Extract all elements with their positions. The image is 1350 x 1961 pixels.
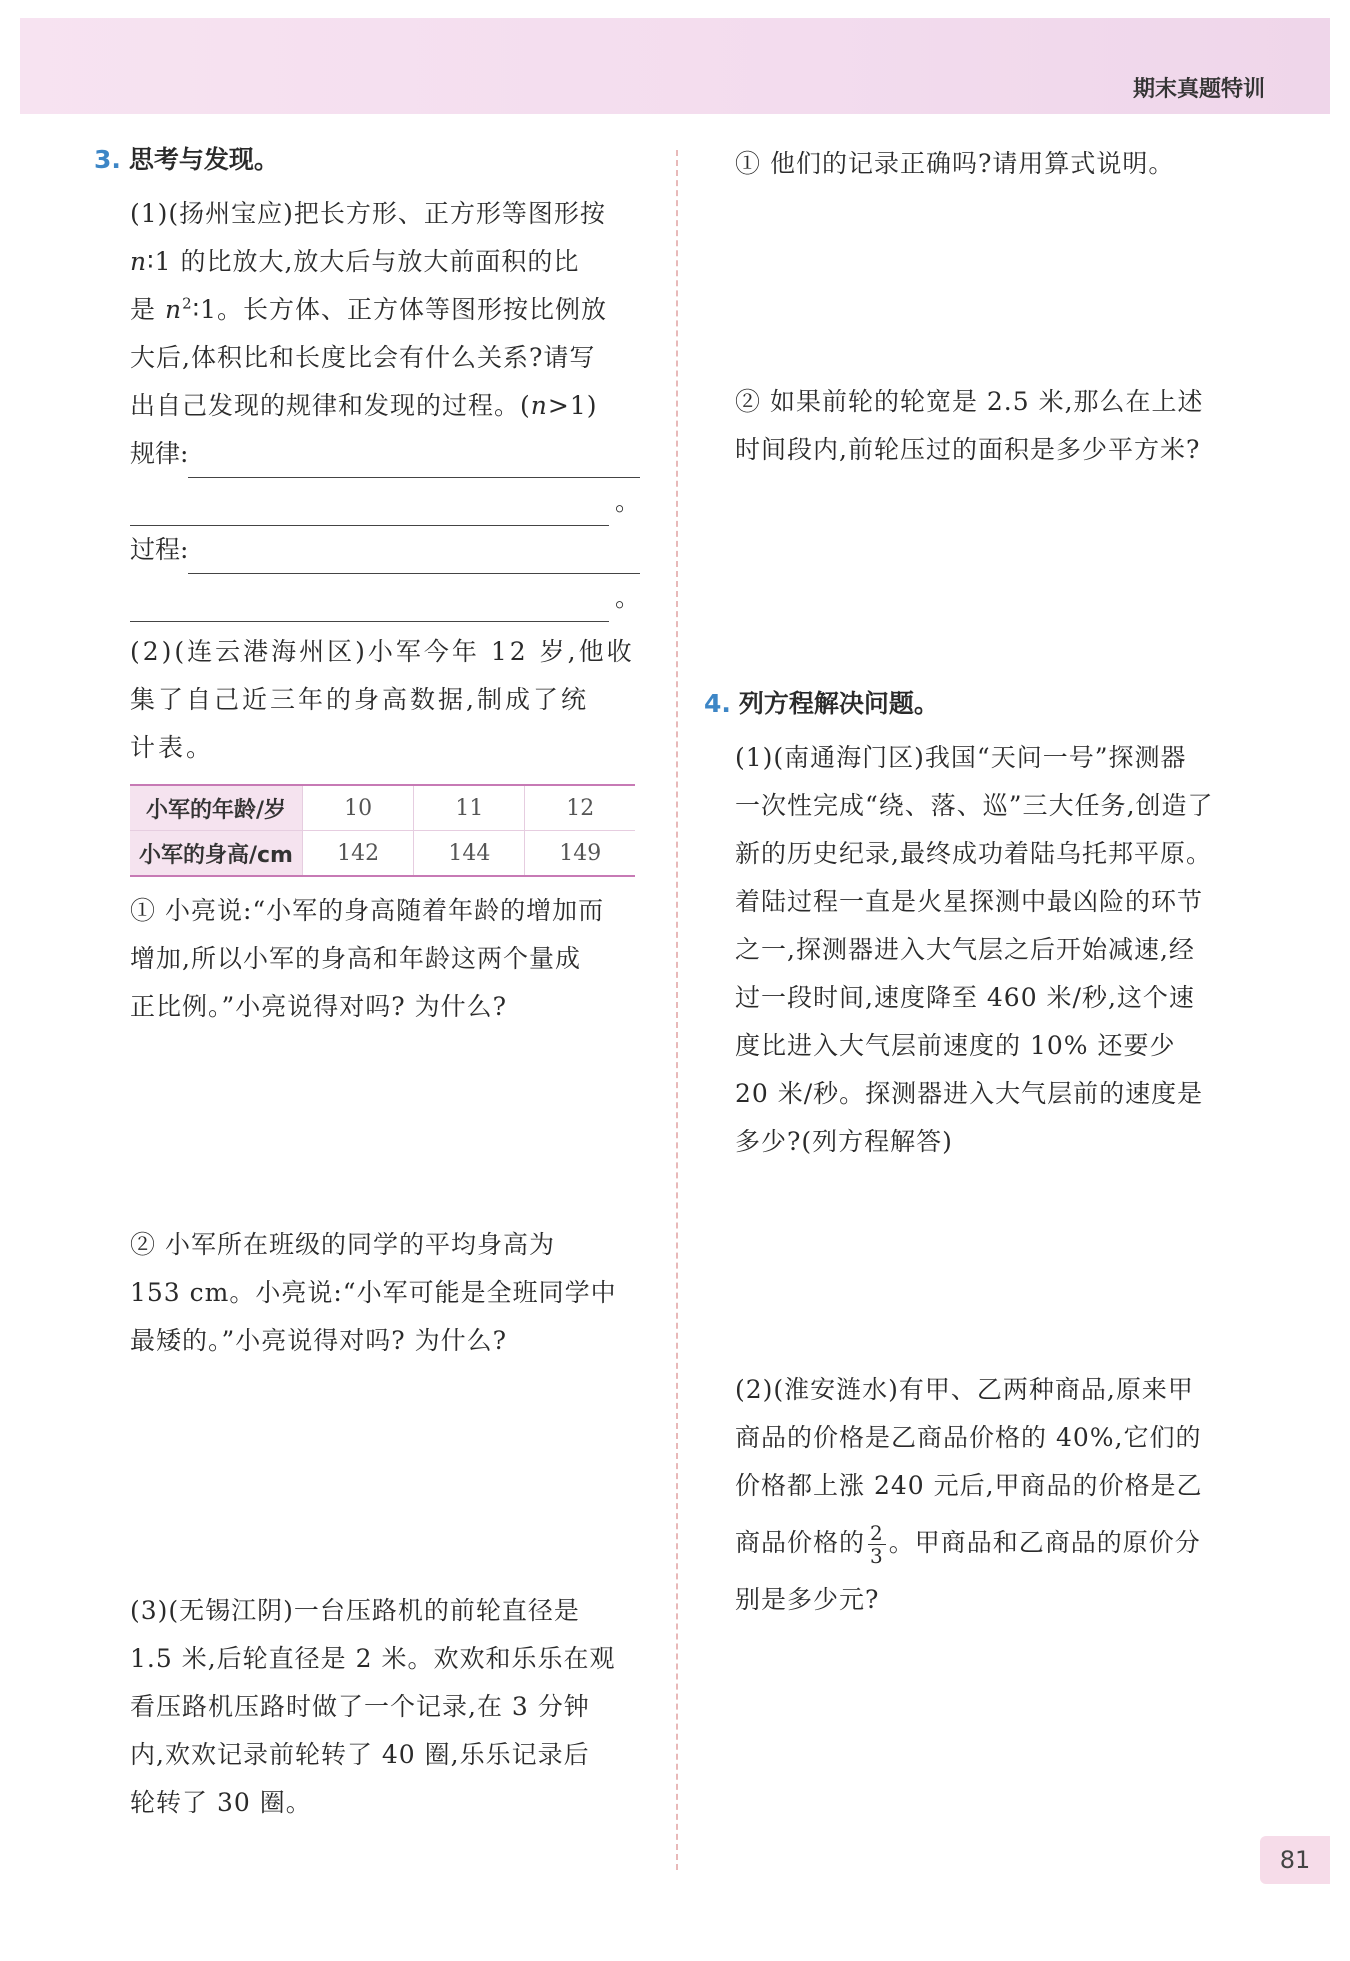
q4-p1-line9: 多少?(列方程解答)	[735, 1127, 953, 1156]
q4-p2-line4-post: 。甲商品和乙商品的原价分	[888, 1528, 1201, 1557]
q3-p1-line3-post: ∶1。长方体、正方体等图形按比例放	[192, 295, 608, 324]
page-number: 81	[1260, 1836, 1330, 1884]
rule-answer-row	[130, 430, 640, 478]
answer-space[interactable]	[705, 1166, 1255, 1366]
q4-part1	[735, 734, 1255, 1166]
var-n: n	[530, 391, 548, 420]
q3-p3-sub2-line1: ② 如果前轮的轮宽是 2.5 米,那么在上述	[735, 387, 1204, 416]
q3-p3-sub1	[735, 140, 1255, 188]
q3-part3	[130, 1587, 640, 1827]
exponent: 2	[182, 294, 193, 313]
q3-p1-line5-post: >1)	[547, 391, 598, 420]
table-cell: 149	[525, 831, 635, 877]
q3-p2-sub1-line1: ① 小亮说:“小军的身高随着年龄的增加而	[130, 896, 605, 925]
q3-p1-line3-pre: 是	[130, 295, 165, 324]
period: 。	[614, 487, 640, 516]
q4-p2-line4	[735, 1510, 1255, 1576]
q4-p1-line8: 20 米/秒。探测器进入大气层前的速度是	[735, 1079, 1204, 1108]
q3-p2-sub1-line2: 增加,所以小军的身高和年龄这两个量成	[130, 944, 581, 973]
header-title: 期末真题特训	[1132, 77, 1265, 102]
question-3-title: 思考与发现。	[128, 145, 279, 174]
table-row-header: 小军的身高/cm	[130, 831, 303, 877]
q3-p3-line5: 轮转了 30 圈。	[130, 1788, 312, 1817]
q3-p1-line4: 大后,体积比和长度比会有什么关系?请写	[130, 343, 596, 372]
question-3-number: 3.	[94, 145, 121, 174]
process-label: 过程:	[130, 535, 189, 564]
q4-p1-line7: 度比进入大气层前速度的 10% 还要少	[735, 1031, 1176, 1060]
question-4-title: 列方程解决问题。	[738, 689, 939, 718]
q3-p2-line3: 计表。	[130, 733, 215, 762]
table-cell: 10	[303, 785, 414, 831]
q4-p1-line1: (1)(南通海门区)我国“天问一号”探测器	[735, 743, 1187, 772]
fraction-numerator: 2	[870, 1521, 884, 1545]
q4-p2-line3: 价格都上涨 240 元后,甲商品的价格是乙	[735, 1471, 1203, 1500]
rule-answer-line[interactable]	[188, 441, 640, 478]
q3-p2-sub2-line2: 153 cm。小亮说:“小军可能是全班同学中	[130, 1278, 617, 1307]
q3-p3-line2: 1.5 米,后轮直径是 2 米。欢欢和乐乐在观	[130, 1644, 616, 1673]
q3-p3-line3: 看压路机压路时做了一个记录,在 3 分钟	[130, 1692, 590, 1721]
table-row-header: 小军的年龄/岁	[130, 785, 303, 831]
q4-p2-line1: (2)(淮安涟水)有甲、乙两种商品,原来甲	[735, 1375, 1194, 1404]
var-n: n	[164, 295, 183, 324]
table-cell: 144	[414, 831, 525, 877]
q3-p1-line1: (1)(扬州宝应)把长方形、正方形等图形按	[130, 199, 606, 228]
answer-space[interactable]	[95, 1365, 640, 1587]
q3-p1-line5	[130, 382, 640, 430]
q3-p1-line2	[130, 238, 640, 286]
answer-space[interactable]	[95, 1031, 640, 1221]
q3-p1-line5-pre: 出自己发现的规律和发现的过程。(	[130, 391, 531, 420]
q3-p2-sub2-line3: 最矮的。”小亮说得对吗? 为什么?	[130, 1326, 508, 1355]
fraction-two-thirds	[868, 1522, 886, 1567]
q4-p2-line5: 别是多少元?	[735, 1585, 880, 1614]
question-3-heading	[94, 140, 640, 176]
q4-p1-line2: 一次性完成“绕、落、巡”三大任务,创造了	[735, 791, 1214, 820]
q3-p3-line1: (3)(无锡江阴)一台压路机的前轮直径是	[130, 1596, 580, 1625]
q3-part2	[130, 628, 640, 772]
q3-part1	[130, 190, 640, 430]
period: 。	[614, 583, 640, 612]
answer-space[interactable]	[705, 188, 1255, 378]
fraction-denominator: 3	[870, 1544, 884, 1568]
answer-space[interactable]	[705, 474, 1255, 684]
table-cell: 12	[525, 785, 635, 831]
q4-p1-line3: 新的历史纪录,最终成功着陆乌托邦平原。	[735, 839, 1212, 868]
rule-answer-line-2[interactable]	[130, 489, 609, 526]
var-n: n	[130, 247, 148, 276]
table-row	[130, 831, 635, 877]
q4-p1-line4: 着陆过程一直是火星探测中最凶险的环节	[735, 887, 1204, 916]
q3-p2-sub1-line3: 正比例。”小亮说得对吗? 为什么?	[130, 992, 508, 1021]
process-answer-line-2[interactable]	[130, 585, 609, 622]
q4-p2-line4-pre: 商品价格的	[735, 1528, 866, 1557]
question-4-number: 4.	[704, 689, 731, 718]
process-answer-row-2	[130, 574, 640, 622]
q3-p3-sub2	[735, 378, 1255, 474]
process-answer-line[interactable]	[188, 537, 640, 574]
q4-part2	[735, 1366, 1255, 1624]
q3-p1-line2-text: ∶1 的比放大,放大后与放大前面积的比	[147, 247, 580, 276]
table-row	[130, 785, 635, 831]
q4-p2-line2: 商品的价格是乙商品价格的 40%,它们的	[735, 1423, 1202, 1452]
q3-p3-line4: 内,欢欢记录前轮转了 40 圈,乐乐记录后	[130, 1740, 590, 1769]
process-answer-row	[130, 526, 640, 574]
table-cell: 11	[414, 785, 525, 831]
left-column	[95, 140, 640, 1827]
q3-p3-sub1-line: ① 他们的记录正确吗?请用算式说明。	[735, 149, 1175, 178]
q3-p2-line1: (2)(连云港海州区)小军今年 12 岁,他收	[130, 637, 635, 666]
rule-label: 规律:	[130, 439, 189, 468]
q3-p2-line2: 集了自己近三年的身高数据,制成了统	[130, 685, 589, 714]
rule-answer-row-2	[130, 478, 640, 526]
right-column	[705, 140, 1255, 1624]
q3-p3-sub2-line2: 时间段内,前轮压过的面积是多少平方米?	[735, 435, 1201, 464]
table-cell: 142	[303, 831, 414, 877]
q3-p2-sub1	[130, 887, 640, 1031]
q3-p2-sub2-line1: ② 小军所在班级的同学的平均身高为	[130, 1230, 555, 1259]
q4-p1-line6: 过一段时间,速度降至 460 米/秒,这个速	[735, 983, 1195, 1012]
question-4-heading	[704, 684, 1255, 720]
height-stats-table	[130, 784, 635, 877]
q3-p1-line3	[130, 286, 640, 334]
q4-p1-line5: 之一,探测器进入大气层之后开始减速,经	[735, 935, 1195, 964]
q3-p2-sub2	[130, 1221, 640, 1365]
column-divider	[676, 150, 678, 1870]
